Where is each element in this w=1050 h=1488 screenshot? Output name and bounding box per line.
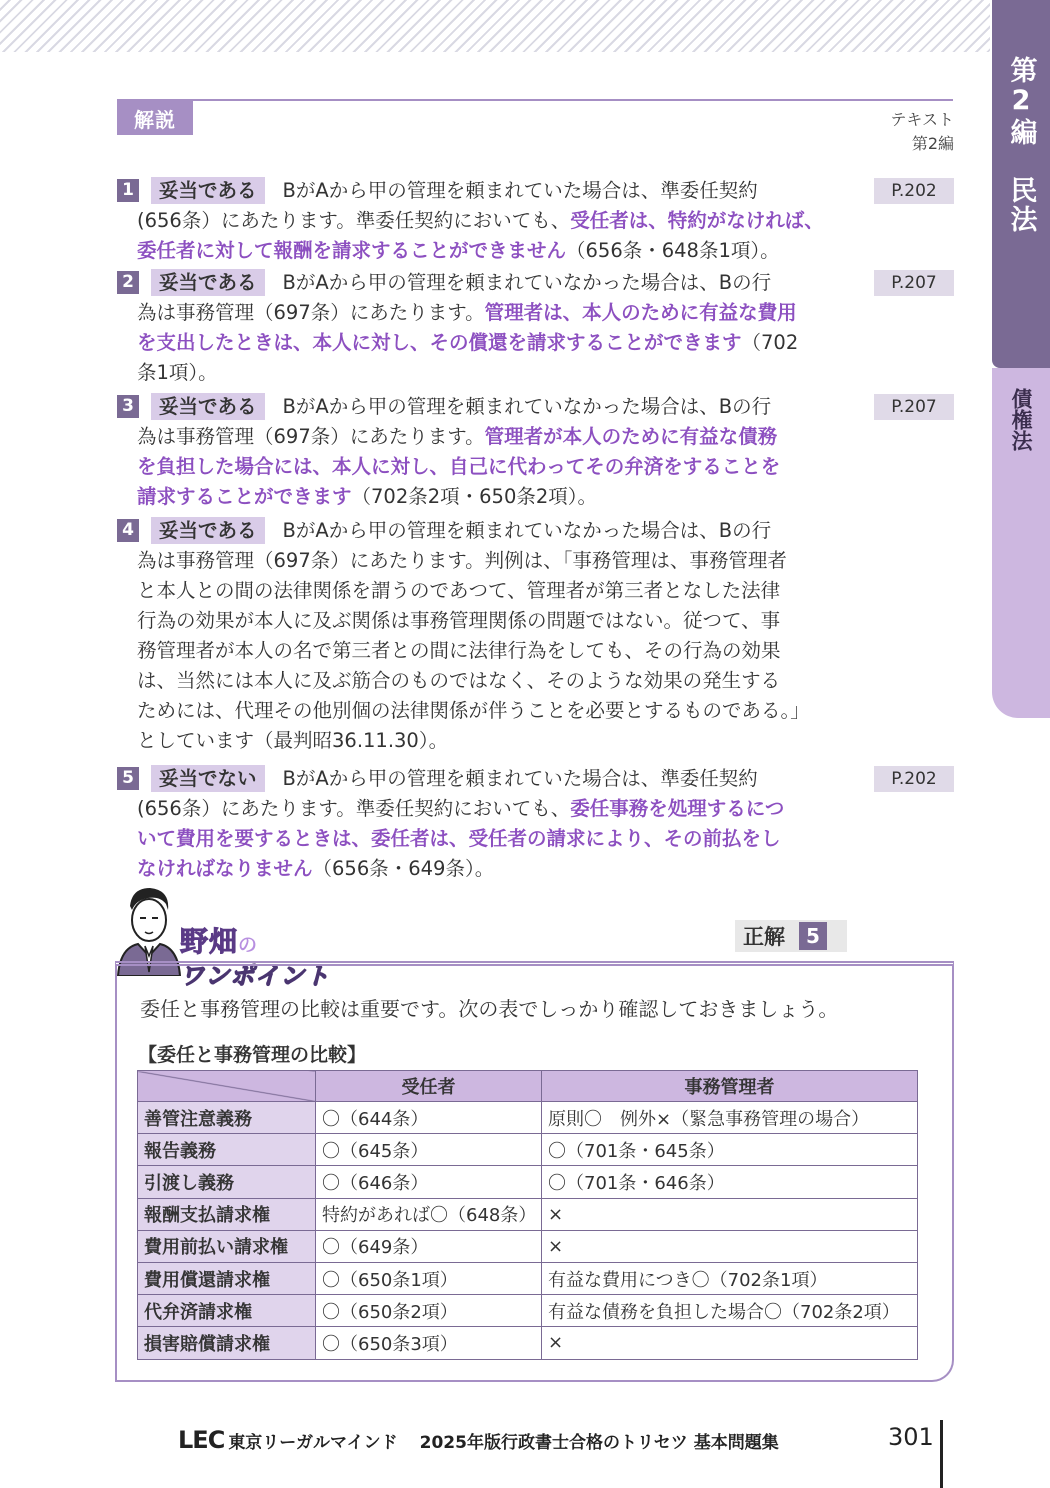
- item-line: BがAから甲の管理を頼まれていなかった場合は、Bの行: [282, 519, 772, 542]
- lec-logo: LEC: [178, 1426, 225, 1454]
- header-rule: [117, 99, 953, 101]
- table-cell: 〇（650条3項）: [316, 1327, 542, 1359]
- item-line: 請求することができます（702条2項・650条2項）。: [137, 485, 598, 508]
- item-line: ためには、代理その他別個の法律関係が伴うことを必要とするものである。」: [137, 699, 810, 722]
- table-cell: ×: [542, 1230, 918, 1262]
- table-row: [138, 1230, 918, 1262]
- side-tab-chapter[interactable]: [992, 368, 1050, 718]
- one-point-intro: 委任と事務管理の比較は重要です。次の表でしっかり確認しておきましょう。: [140, 997, 839, 1021]
- item-line: 為は事務管理（697条）にあたります。判例は、「事務管理は、事務管理者: [137, 549, 787, 572]
- item-verdict: 妥当でない: [151, 765, 265, 792]
- table-row: [138, 1166, 918, 1198]
- item-line: BがAから甲の管理を頼まれていた場合は、準委任契約: [282, 767, 758, 790]
- table-row: [138, 1262, 918, 1294]
- item-line: を負担した場合には、本人に対し、自己に代わってその弁済をすることを: [137, 455, 781, 478]
- side-tab-part-label: 第2編 民法: [1005, 56, 1037, 234]
- item-number: 3: [117, 395, 139, 418]
- item-line: (656条）にあたります。準委任契約においても、受任者は、特約がなければ、: [137, 209, 824, 232]
- answer-number: 5: [799, 922, 827, 950]
- item-number: 1: [117, 179, 139, 202]
- table-cell: ×: [542, 1198, 918, 1230]
- page-ref-1: P.202: [874, 178, 954, 204]
- comparison-table: [137, 1070, 918, 1360]
- item-line: 条1項）。: [137, 361, 218, 384]
- page-number-bar: [940, 1420, 943, 1488]
- item-number: 4: [117, 519, 139, 542]
- company-name: 東京リーガルマインド: [228, 1432, 398, 1453]
- answer-label: 正解: [743, 925, 785, 949]
- page-ref-5: P.202: [874, 766, 954, 792]
- item-verdict: 妥当である: [151, 269, 265, 296]
- item-line: いて費用を要するときは、委任者は、受任者の請求により、その前払をし: [137, 827, 781, 850]
- book-title: 2025年版行政書士合格のトリセツ 基本問題集: [419, 1432, 779, 1453]
- item-line: は、当然には本人に及ぶ筋合のものではなく、そのような効果の発生する: [137, 669, 781, 692]
- page-footer: [178, 1426, 779, 1454]
- table-row-header: 損害賠償請求権: [138, 1327, 316, 1359]
- table-cell: 〇（650条1項）: [316, 1262, 542, 1294]
- table-row-header: 費用前払い請求権: [138, 1230, 316, 1262]
- item-verdict: 妥当である: [151, 177, 265, 204]
- explanation-item-3: [117, 392, 857, 512]
- table-cell: ×: [542, 1327, 918, 1359]
- one-point-title-no: の: [238, 934, 258, 956]
- table-header-cell: 事務管理者: [542, 1071, 918, 1102]
- table-cell: 有益な費用につき〇（702条1項）: [542, 1262, 918, 1294]
- item-line: BがAから甲の管理を頼まれていなかった場合は、Bの行: [282, 395, 772, 418]
- side-tab-part[interactable]: [992, 0, 1050, 368]
- item-verdict: 妥当である: [151, 517, 265, 544]
- text-ref-line2: 第2編: [911, 134, 954, 153]
- item-line: BがAから甲の管理を頼まれていなかった場合は、Bの行: [282, 271, 772, 294]
- table-cell: 有益な債務を負担した場合〇（702条2項）: [542, 1295, 918, 1327]
- table-header-row: [138, 1071, 918, 1102]
- page-ref-3: P.207: [874, 394, 954, 420]
- table-row-header: 報酬支払請求権: [138, 1198, 316, 1230]
- one-point-title-sub: ワンポイント: [180, 962, 330, 990]
- explanation-item-4: [117, 516, 857, 756]
- table-row-header: 費用償還請求権: [138, 1262, 316, 1294]
- table-row: [138, 1327, 918, 1359]
- item-line: BがAから甲の管理を頼まれていた場合は、準委任契約: [282, 179, 758, 202]
- page-number: 301: [888, 1423, 934, 1451]
- table-cell: 〇（644条）: [316, 1102, 542, 1134]
- table-cell: 〇（649条）: [316, 1230, 542, 1262]
- one-point-title-main: 野畑: [180, 925, 239, 958]
- item-line: 為は事務管理（697条）にあたります。管理者が本人のために有益な債務: [137, 425, 778, 448]
- item-line: 行為の効果が本人に及ぶ関係は事務管理関係の問題ではない。従つて、事: [137, 609, 781, 632]
- explanation-item-5: [117, 764, 857, 884]
- table-cell: 〇（646条）: [316, 1166, 542, 1198]
- item-line: 委任者に対して報酬を請求することができません（656条・648条1項）。: [137, 239, 780, 262]
- page-ref-2: P.207: [874, 270, 954, 296]
- item-number: 2: [117, 271, 139, 294]
- item-number: 5: [117, 767, 139, 790]
- table-row: [138, 1295, 918, 1327]
- item-line: を支出したときは、本人に対し、その償還を請求することができます（702: [137, 331, 799, 354]
- item-line: としています（最判昭36.11.30）。: [137, 729, 449, 752]
- answer-box: [735, 920, 847, 952]
- table-row-header: 報告義務: [138, 1134, 316, 1166]
- table-row-header: 善管注意義務: [138, 1102, 316, 1134]
- table-row-header: 引渡し義務: [138, 1166, 316, 1198]
- item-line: なければなりません（656条・649条）。: [137, 857, 495, 880]
- table-corner-cell: [138, 1071, 316, 1102]
- table-cell: 〇（645条）: [316, 1134, 542, 1166]
- item-verdict: 妥当である: [151, 393, 265, 420]
- table-cell: 原則〇 例外×（緊急事務管理の場合）: [542, 1102, 918, 1134]
- side-tab-chapter-label: 債権法: [1009, 388, 1033, 451]
- section-label: 解説: [117, 101, 193, 135]
- table-cell: 〇（701条・645条）: [542, 1134, 918, 1166]
- item-line: 為は事務管理（697条）にあたります。管理者は、本人のために有益な費用: [137, 301, 797, 324]
- table-caption: 【委任と事務管理の比較】: [138, 1044, 367, 1066]
- item-line: と本人との間の法律関係を謂うのであつて、管理者が第三者となした法律: [137, 579, 781, 602]
- table-cell: 特約があれば〇（648条）: [316, 1198, 542, 1230]
- table-header-cell: 受任者: [316, 1071, 542, 1102]
- top-hatch-decoration: [0, 0, 990, 52]
- item-line: (656条）にあたります。準委任契約においても、委任事務を処理するにつ: [137, 797, 785, 820]
- text-ref-line1: テキスト: [890, 110, 954, 129]
- explanation-item-1: [117, 176, 857, 266]
- table-cell: 〇（650条2項）: [316, 1295, 542, 1327]
- item-line: 務管理者が本人の名で第三者との間に法律行為をしても、その行為の効果: [137, 639, 781, 662]
- text-reference: [870, 108, 954, 156]
- table-cell: 〇（701条・646条）: [542, 1166, 918, 1198]
- table-row-header: 代弁済請求権: [138, 1295, 316, 1327]
- table-row: [138, 1198, 918, 1230]
- explanation-item-2: [117, 268, 857, 388]
- table-row: [138, 1134, 918, 1166]
- table-row: [138, 1102, 918, 1134]
